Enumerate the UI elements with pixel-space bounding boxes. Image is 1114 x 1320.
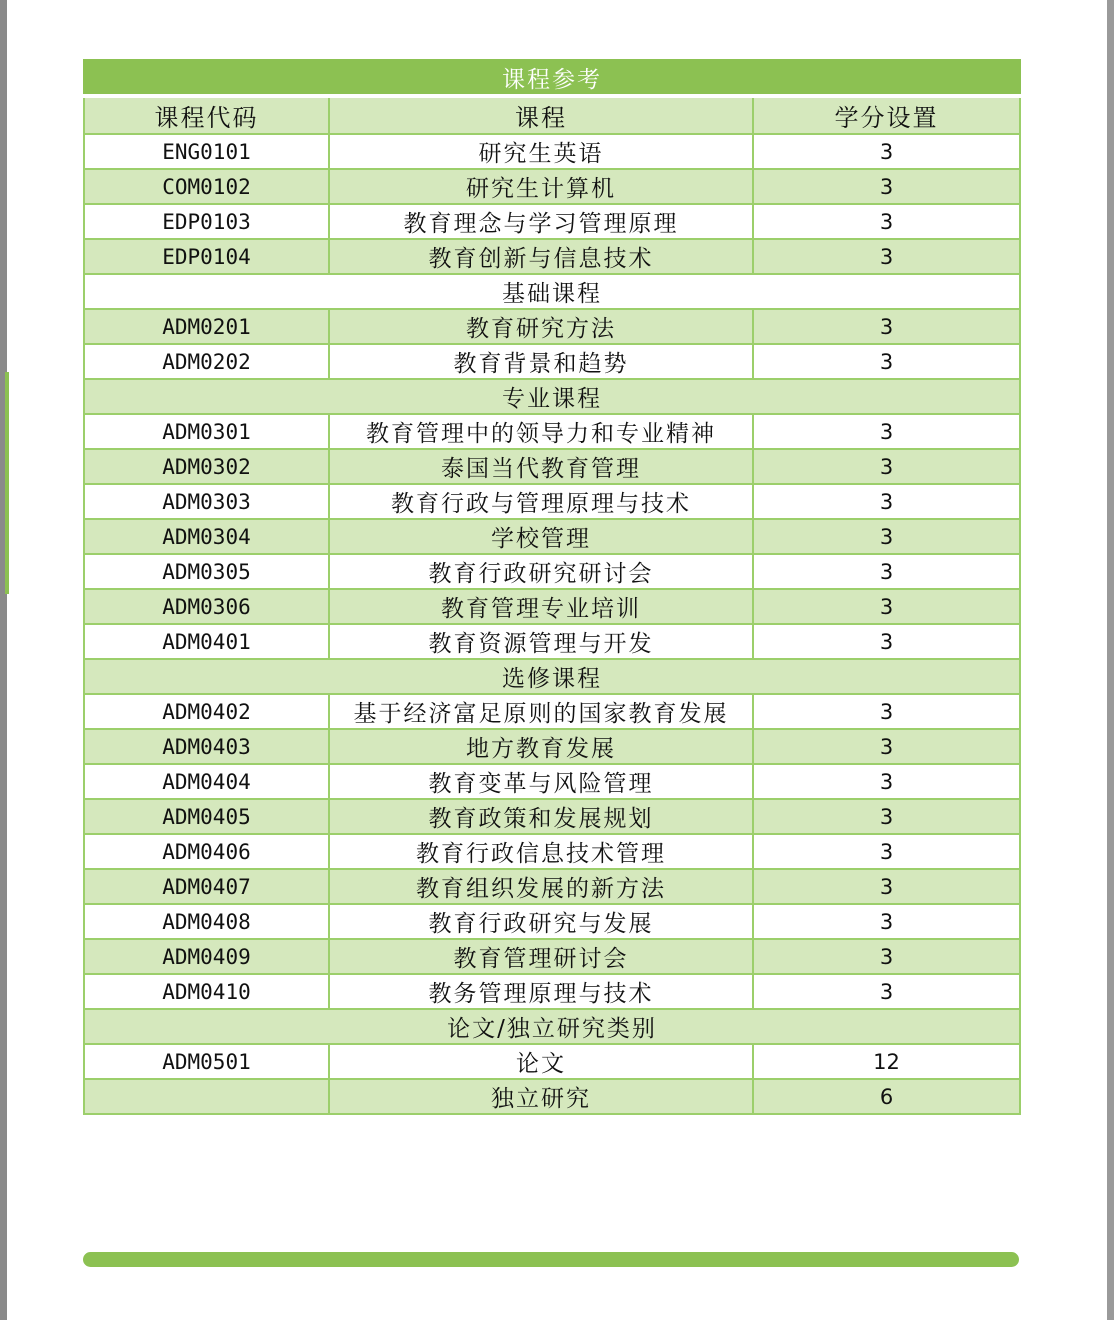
course-credits: 12 <box>753 1044 1020 1079</box>
course-name: 论文 <box>329 1044 753 1079</box>
course-code: ADM0405 <box>84 799 329 834</box>
table-row <box>84 414 1020 449</box>
course-credits: 3 <box>753 309 1020 344</box>
table-row <box>84 939 1020 974</box>
course-name: 教育管理专业培训 <box>329 589 753 624</box>
course-name: 教育组织发展的新方法 <box>329 869 753 904</box>
course-name: 教育创新与信息技术 <box>329 239 753 274</box>
course-name: 教育研究方法 <box>329 309 753 344</box>
course-credits: 3 <box>753 764 1020 799</box>
table-title-row <box>84 60 1020 96</box>
course-code: ADM0304 <box>84 519 329 554</box>
course-name: 地方教育发展 <box>329 729 753 764</box>
table-row <box>84 134 1020 169</box>
course-code: ADM0302 <box>84 449 329 484</box>
table-row <box>84 1044 1020 1079</box>
table-title: 课程参考 <box>84 60 1020 96</box>
table-row <box>84 204 1020 239</box>
table-row <box>84 239 1020 274</box>
course-code: ADM0404 <box>84 764 329 799</box>
course-credits: 3 <box>753 484 1020 519</box>
table-row <box>84 764 1020 799</box>
course-credits: 3 <box>753 869 1020 904</box>
course-credits: 3 <box>753 554 1020 589</box>
column-header-credits: 学分设置 <box>753 96 1020 134</box>
course-name: 泰国当代教育管理 <box>329 449 753 484</box>
course-name: 教育资源管理与开发 <box>329 624 753 659</box>
course-code: EDP0104 <box>84 239 329 274</box>
course-code: ADM0303 <box>84 484 329 519</box>
course-credits: 6 <box>753 1079 1020 1114</box>
course-credits: 3 <box>753 134 1020 169</box>
course-code: ADM0202 <box>84 344 329 379</box>
table-row <box>84 904 1020 939</box>
section-label: 论文/独立研究类别 <box>84 1009 1020 1044</box>
bottom-accent-bar <box>83 1252 1019 1267</box>
course-name: 学校管理 <box>329 519 753 554</box>
course-credits: 3 <box>753 204 1020 239</box>
table-row <box>84 694 1020 729</box>
section-label: 选修课程 <box>84 659 1020 694</box>
course-credits: 3 <box>753 834 1020 869</box>
course-reference-table <box>83 59 1021 1115</box>
section-header-row <box>84 274 1020 309</box>
table-row <box>84 344 1020 379</box>
course-credits: 3 <box>753 974 1020 1009</box>
table-row <box>84 624 1020 659</box>
section-header-row <box>84 659 1020 694</box>
course-code: ADM0401 <box>84 624 329 659</box>
table-row <box>84 554 1020 589</box>
course-code: ADM0407 <box>84 869 329 904</box>
course-name: 教育行政与管理原理与技术 <box>329 484 753 519</box>
column-header-code: 课程代码 <box>84 96 329 134</box>
course-code: ENG0101 <box>84 134 329 169</box>
table-row <box>84 729 1020 764</box>
page-edge-left <box>0 0 7 1320</box>
course-code: ADM0403 <box>84 729 329 764</box>
table-row <box>84 449 1020 484</box>
course-code: ADM0501 <box>84 1044 329 1079</box>
table-header-row <box>84 96 1020 134</box>
course-credits: 3 <box>753 624 1020 659</box>
table-row <box>84 309 1020 344</box>
course-name: 教育行政研究与发展 <box>329 904 753 939</box>
course-code: EDP0103 <box>84 204 329 239</box>
course-credits: 3 <box>753 169 1020 204</box>
course-credits: 3 <box>753 729 1020 764</box>
course-credits: 3 <box>753 449 1020 484</box>
course-name: 教育理念与学习管理原理 <box>329 204 753 239</box>
table-row <box>84 834 1020 869</box>
course-code: ADM0301 <box>84 414 329 449</box>
course-credits: 3 <box>753 519 1020 554</box>
course-credits: 3 <box>753 344 1020 379</box>
course-credits: 3 <box>753 589 1020 624</box>
course-credits: 3 <box>753 939 1020 974</box>
course-name: 教育行政信息技术管理 <box>329 834 753 869</box>
course-code: ADM0408 <box>84 904 329 939</box>
table-row <box>84 1079 1020 1114</box>
course-name: 教育管理中的领导力和专业精神 <box>329 414 753 449</box>
course-name: 研究生计算机 <box>329 169 753 204</box>
course-code: ADM0201 <box>84 309 329 344</box>
section-label: 基础课程 <box>84 274 1020 309</box>
course-code: ADM0409 <box>84 939 329 974</box>
course-code <box>84 1079 329 1114</box>
table-row <box>84 519 1020 554</box>
course-code: ADM0406 <box>84 834 329 869</box>
course-code: ADM0306 <box>84 589 329 624</box>
page-edge-right <box>1107 0 1114 1320</box>
course-code: ADM0410 <box>84 974 329 1009</box>
table-row <box>84 799 1020 834</box>
course-name: 教务管理原理与技术 <box>329 974 753 1009</box>
page-edge-accent <box>5 372 9 594</box>
course-name: 教育行政研究研讨会 <box>329 554 753 589</box>
section-header-row <box>84 379 1020 414</box>
table-row <box>84 974 1020 1009</box>
course-name: 教育政策和发展规划 <box>329 799 753 834</box>
course-credits: 3 <box>753 694 1020 729</box>
course-code: COM0102 <box>84 169 329 204</box>
course-name: 教育变革与风险管理 <box>329 764 753 799</box>
section-header-row <box>84 1009 1020 1044</box>
course-credits: 3 <box>753 799 1020 834</box>
course-credits: 3 <box>753 414 1020 449</box>
table-row <box>84 169 1020 204</box>
course-credits: 3 <box>753 239 1020 274</box>
course-code: ADM0402 <box>84 694 329 729</box>
course-code: ADM0305 <box>84 554 329 589</box>
table-row <box>84 869 1020 904</box>
course-name: 研究生英语 <box>329 134 753 169</box>
course-table-body <box>84 60 1020 1114</box>
course-name: 独立研究 <box>329 1079 753 1114</box>
course-name: 基于经济富足原则的国家教育发展 <box>329 694 753 729</box>
course-name: 教育管理研讨会 <box>329 939 753 974</box>
table-row <box>84 589 1020 624</box>
course-credits: 3 <box>753 904 1020 939</box>
column-header-course: 课程 <box>329 96 753 134</box>
table-row <box>84 484 1020 519</box>
section-label: 专业课程 <box>84 379 1020 414</box>
course-name: 教育背景和趋势 <box>329 344 753 379</box>
